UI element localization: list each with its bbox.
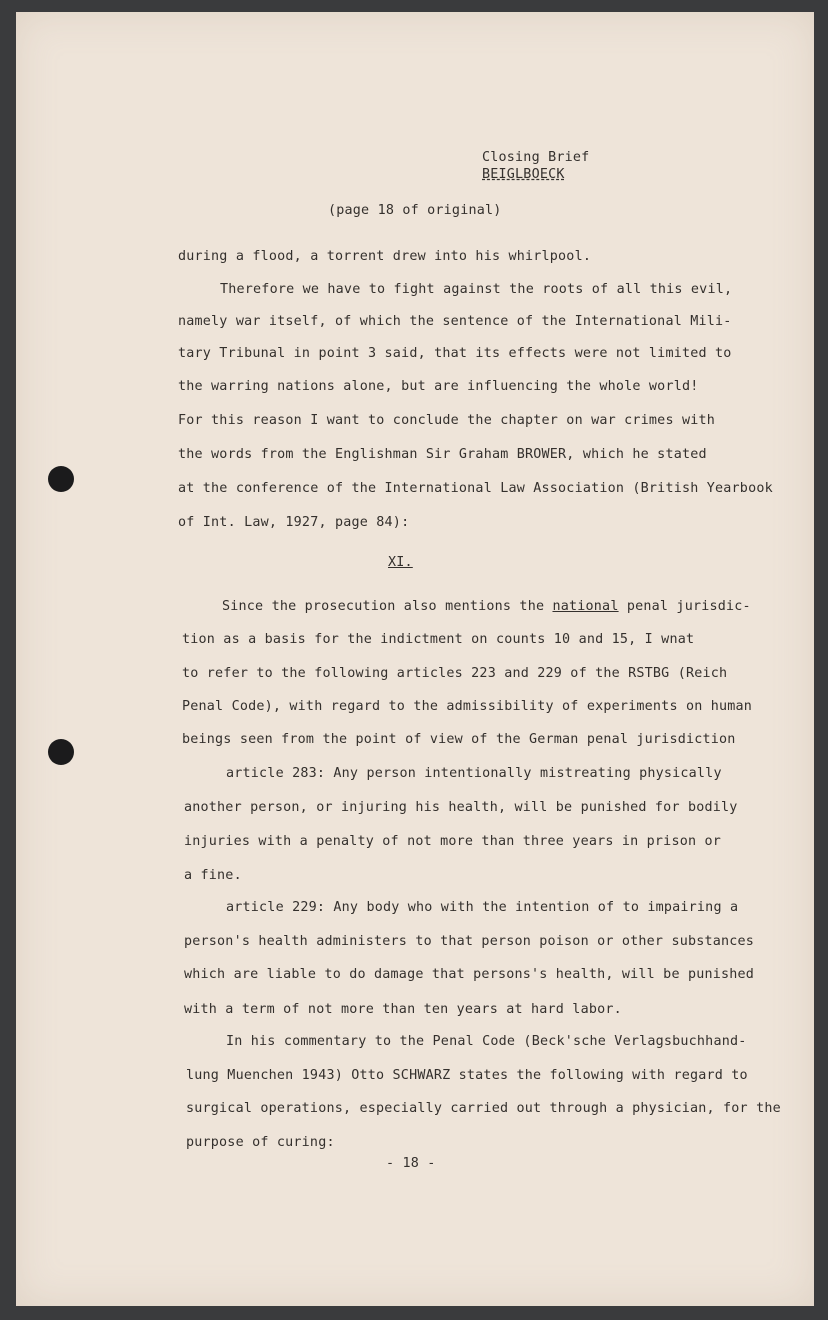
body-line: Therefore we have to fight against the roots of all this evil, bbox=[220, 282, 733, 297]
header-title: Closing Brief bbox=[482, 150, 590, 165]
body-line: the warring nations alone, but are influencing the whole world! bbox=[178, 379, 699, 394]
body-line: during a flood, a torrent drew into his whirlpool. bbox=[178, 249, 592, 264]
article-223-line: injuries with a penalty of not more than three years in prison or bbox=[184, 834, 722, 849]
header-defendant-name: BEIGLBOECK bbox=[482, 167, 565, 182]
body-line: tary Tribunal in point 3 said, that its effects were not limited to bbox=[178, 346, 732, 361]
emphasized-word: national bbox=[552, 599, 619, 614]
article-229-line: article 229: Any body who with the intention of to impairing a bbox=[226, 900, 739, 915]
article-223-line: article 283: Any person intentionally mistreating physically bbox=[226, 766, 722, 781]
commentary-line: In his commentary to the Penal Code (Beck'sche Verlagsbuchhand- bbox=[226, 1034, 747, 1049]
body-line: For this reason I want to conclude the chapter on war crimes with bbox=[178, 413, 716, 428]
section-line: tion as a basis for the indictment on counts 10 and 15, I wnat bbox=[182, 632, 695, 647]
section-line-text: penal jurisdic- bbox=[618, 599, 751, 614]
page-reference: (page 18 of original) bbox=[328, 203, 502, 218]
punch-hole-lower bbox=[48, 739, 74, 765]
article-223-line: a fine. bbox=[184, 868, 242, 883]
commentary-line: lung Muenchen 1943) Otto SCHWARZ states the following with regard to bbox=[186, 1068, 748, 1083]
punch-hole-upper bbox=[48, 466, 74, 492]
body-line: at the conference of the International Law Association (British Yearbook bbox=[178, 481, 773, 496]
section-line: Penal Code), with regard to the admissibility of experiments on human bbox=[182, 699, 753, 714]
body-line: namely war itself, of which the sentence of the International Mili- bbox=[178, 314, 732, 329]
section-heading: XI. bbox=[388, 555, 413, 570]
article-229-line: person's health administers to that person poison or other substances bbox=[184, 934, 755, 949]
article-229-line: with a term of not more than ten years at hard labor. bbox=[184, 1002, 622, 1017]
commentary-line: purpose of curing: bbox=[186, 1135, 335, 1150]
section-line: to refer to the following articles 223 and 229 of the RSTBG (Reich bbox=[182, 666, 728, 681]
page-number: - 18 - bbox=[386, 1156, 436, 1171]
body-line: of Int. Law, 1927, page 84): bbox=[178, 515, 410, 530]
section-line: beings seen from the point of view of the German penal jurisdiction bbox=[182, 732, 736, 747]
article-229-line: which are liable to do damage that persons's health, will be punished bbox=[184, 967, 755, 982]
section-line bbox=[222, 599, 751, 614]
commentary-line: surgical operations, especially carried out through a physician, for the bbox=[186, 1101, 781, 1116]
article-223-line: another person, or injuring his health, will be punished for bodily bbox=[184, 800, 738, 815]
section-line-text: Since the prosecution also mentions the bbox=[222, 599, 553, 614]
body-line: the words from the Englishman Sir Graham BROWER, which he stated bbox=[178, 447, 707, 462]
